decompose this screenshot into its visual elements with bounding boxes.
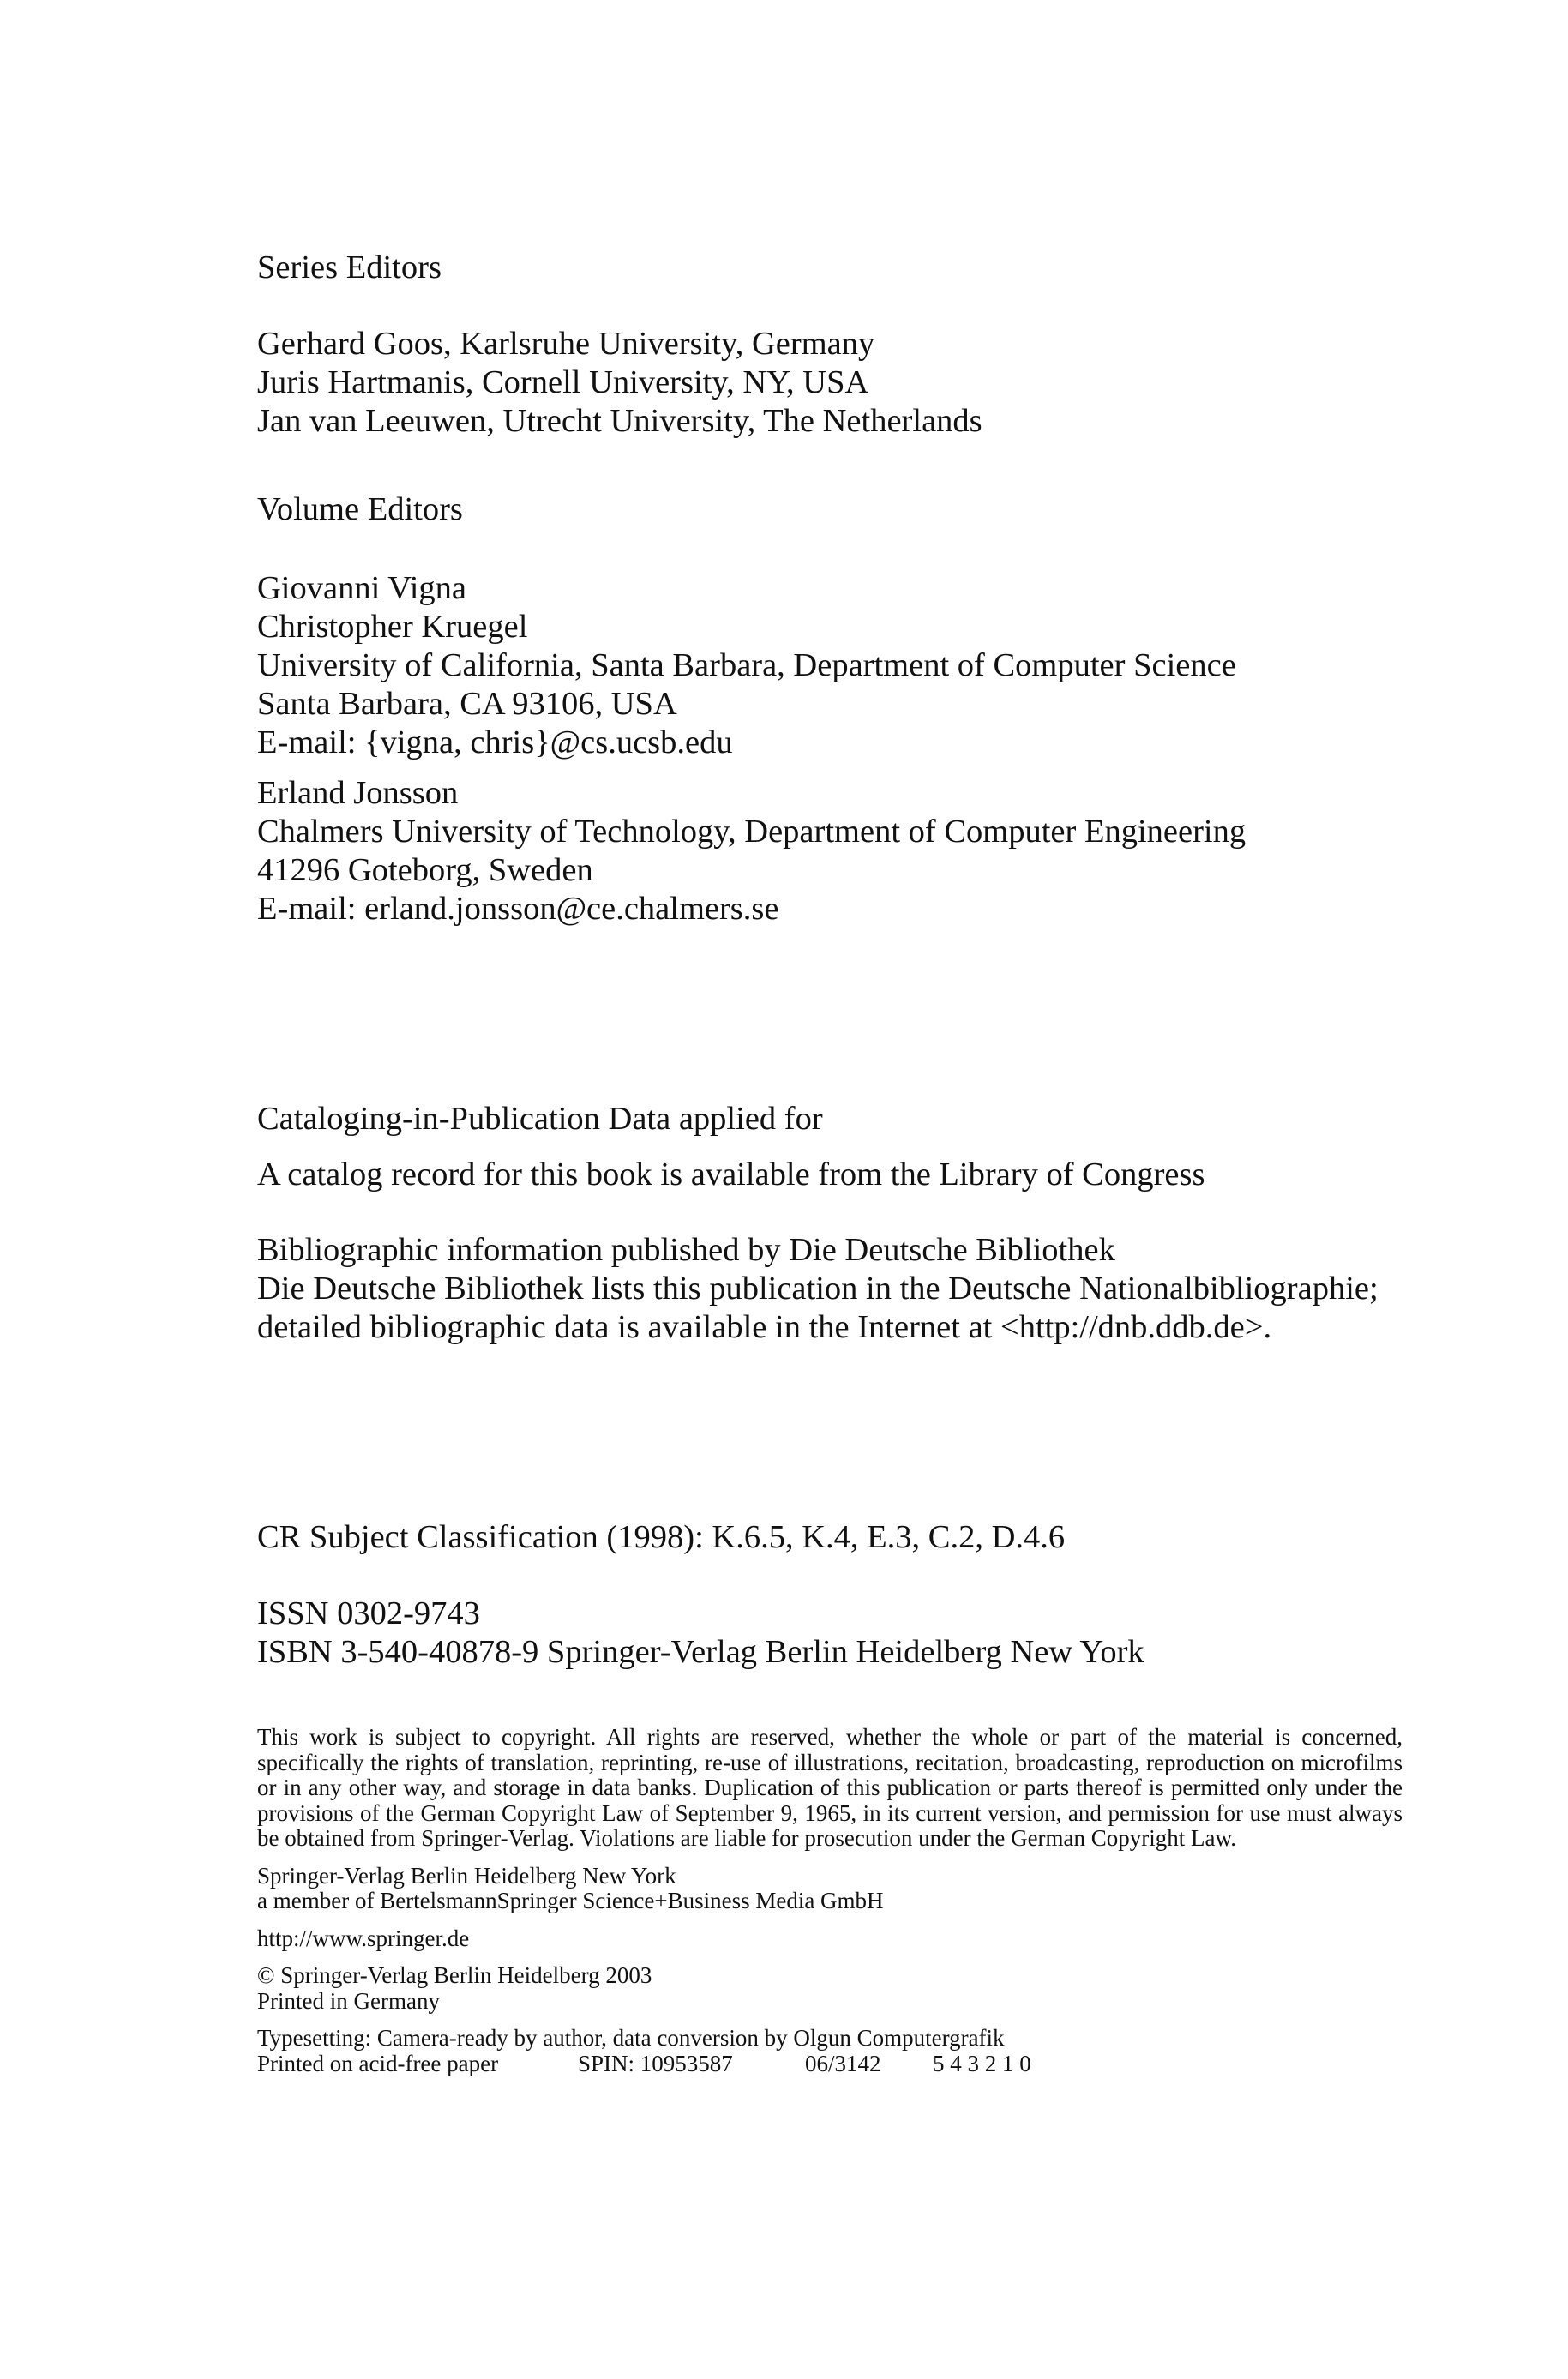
copyright-section [257, 1725, 1423, 2076]
publisher-line: a member of BertelsmannSpringer Science+Business Media GmbH [257, 1888, 884, 1913]
series-editors-heading: Series Editors [257, 249, 442, 285]
classification-section [257, 1518, 1423, 1672]
isbn: ISBN 3-540-40878-9 Springer-Verlag Berlin Heidelberg New York [257, 1634, 1144, 1670]
editor-address: Santa Barbara, CA 93106, USA [257, 686, 677, 722]
editor-name: Christopher Kruegel [257, 609, 528, 645]
copyright-notice: This work is subject to copyright. All rights are reserved, whether the whole or part of the material is concerned, specifically the rights of translation, reprinting, re-use of illustrations, recitation, broadcasting, reproduction on microfilms or in any other way, and storage in data banks. Duplication of this publication or parts thereof is permitted only under the provisions of the German Copyright Law of September 9, 1965, in its current version, and permission for use must always be obtained from Springer-Verlag. Violations are liable for prosecution under the German Copyright Law. [257, 1724, 1403, 1851]
cr-classification: CR Subject Classification (1998): K.6.5, K.4, E.3, C.2, D.4.6 [257, 1519, 1066, 1555]
editor-email: E-mail: {vigna, chris}@cs.ucsb.edu [257, 724, 733, 760]
publisher-line: Springer-Verlag Berlin Heidelberg New York [257, 1862, 676, 1889]
series-editors-section [257, 249, 1423, 441]
order-code: 06/3142 [805, 2050, 881, 2076]
printed-in: Printed in Germany [257, 1987, 440, 2014]
editor-name: Erland Jonsson [257, 775, 459, 811]
publisher-url: http://www.springer.de [257, 1925, 470, 1951]
series-editor: Jan van Leeuwen, Utrecht University, The Netherlands [257, 403, 982, 439]
cataloging-section [257, 1100, 1423, 1347]
bibliographic-line: detailed bibliographic data is available in the Internet at <http://dnb.ddb.de>. [257, 1309, 1272, 1345]
bibliographic-line: Bibliographic information published by Die Deutsche Bibliothek [257, 1232, 1115, 1268]
editor-address: 41296 Goteborg, Sweden [257, 852, 593, 888]
print-info-row [257, 2052, 1423, 2077]
spin-number: SPIN: 10953587 [578, 2050, 733, 2076]
editor-email: E-mail: erland.jonsson@ce.chalmers.se [257, 891, 779, 927]
loc-line: A catalog record for this book is available from the Library of Congress [257, 1156, 1205, 1193]
issn: ISSN 0302-9743 [257, 1595, 480, 1631]
acid-free-paper: Printed on acid-free paper [257, 2050, 499, 2076]
volume-editors-heading: Volume Editors [257, 491, 463, 527]
print-run: 5 4 3 2 1 0 [933, 2050, 1031, 2076]
editor-name: Giovanni Vigna [257, 570, 466, 606]
series-editor: Gerhard Goos, Karlsruhe University, Germany [257, 326, 875, 362]
copyright-line: © Springer-Verlag Berlin Heidelberg 2003 [257, 1962, 652, 1988]
editor-affiliation: University of California, Santa Barbara, Department of Computer Science [257, 647, 1236, 683]
typesetting-line: Typesetting: Camera-ready by author, data conversion by Olgun Computergrafik [257, 2025, 1005, 2051]
series-editor: Juris Hartmanis, Cornell University, NY, USA [257, 364, 869, 400]
bibliographic-line: Die Deutsche Bibliothek lists this publication in the Deutsche Nationalbibliographie; [257, 1271, 1379, 1307]
cip-line: Cataloging-in-Publication Data applied for [257, 1101, 823, 1137]
volume-editors-section [257, 490, 1423, 928]
editor-affiliation: Chalmers University of Technology, Department of Computer Engineering [257, 814, 1247, 850]
copyright-page [257, 249, 1423, 2076]
